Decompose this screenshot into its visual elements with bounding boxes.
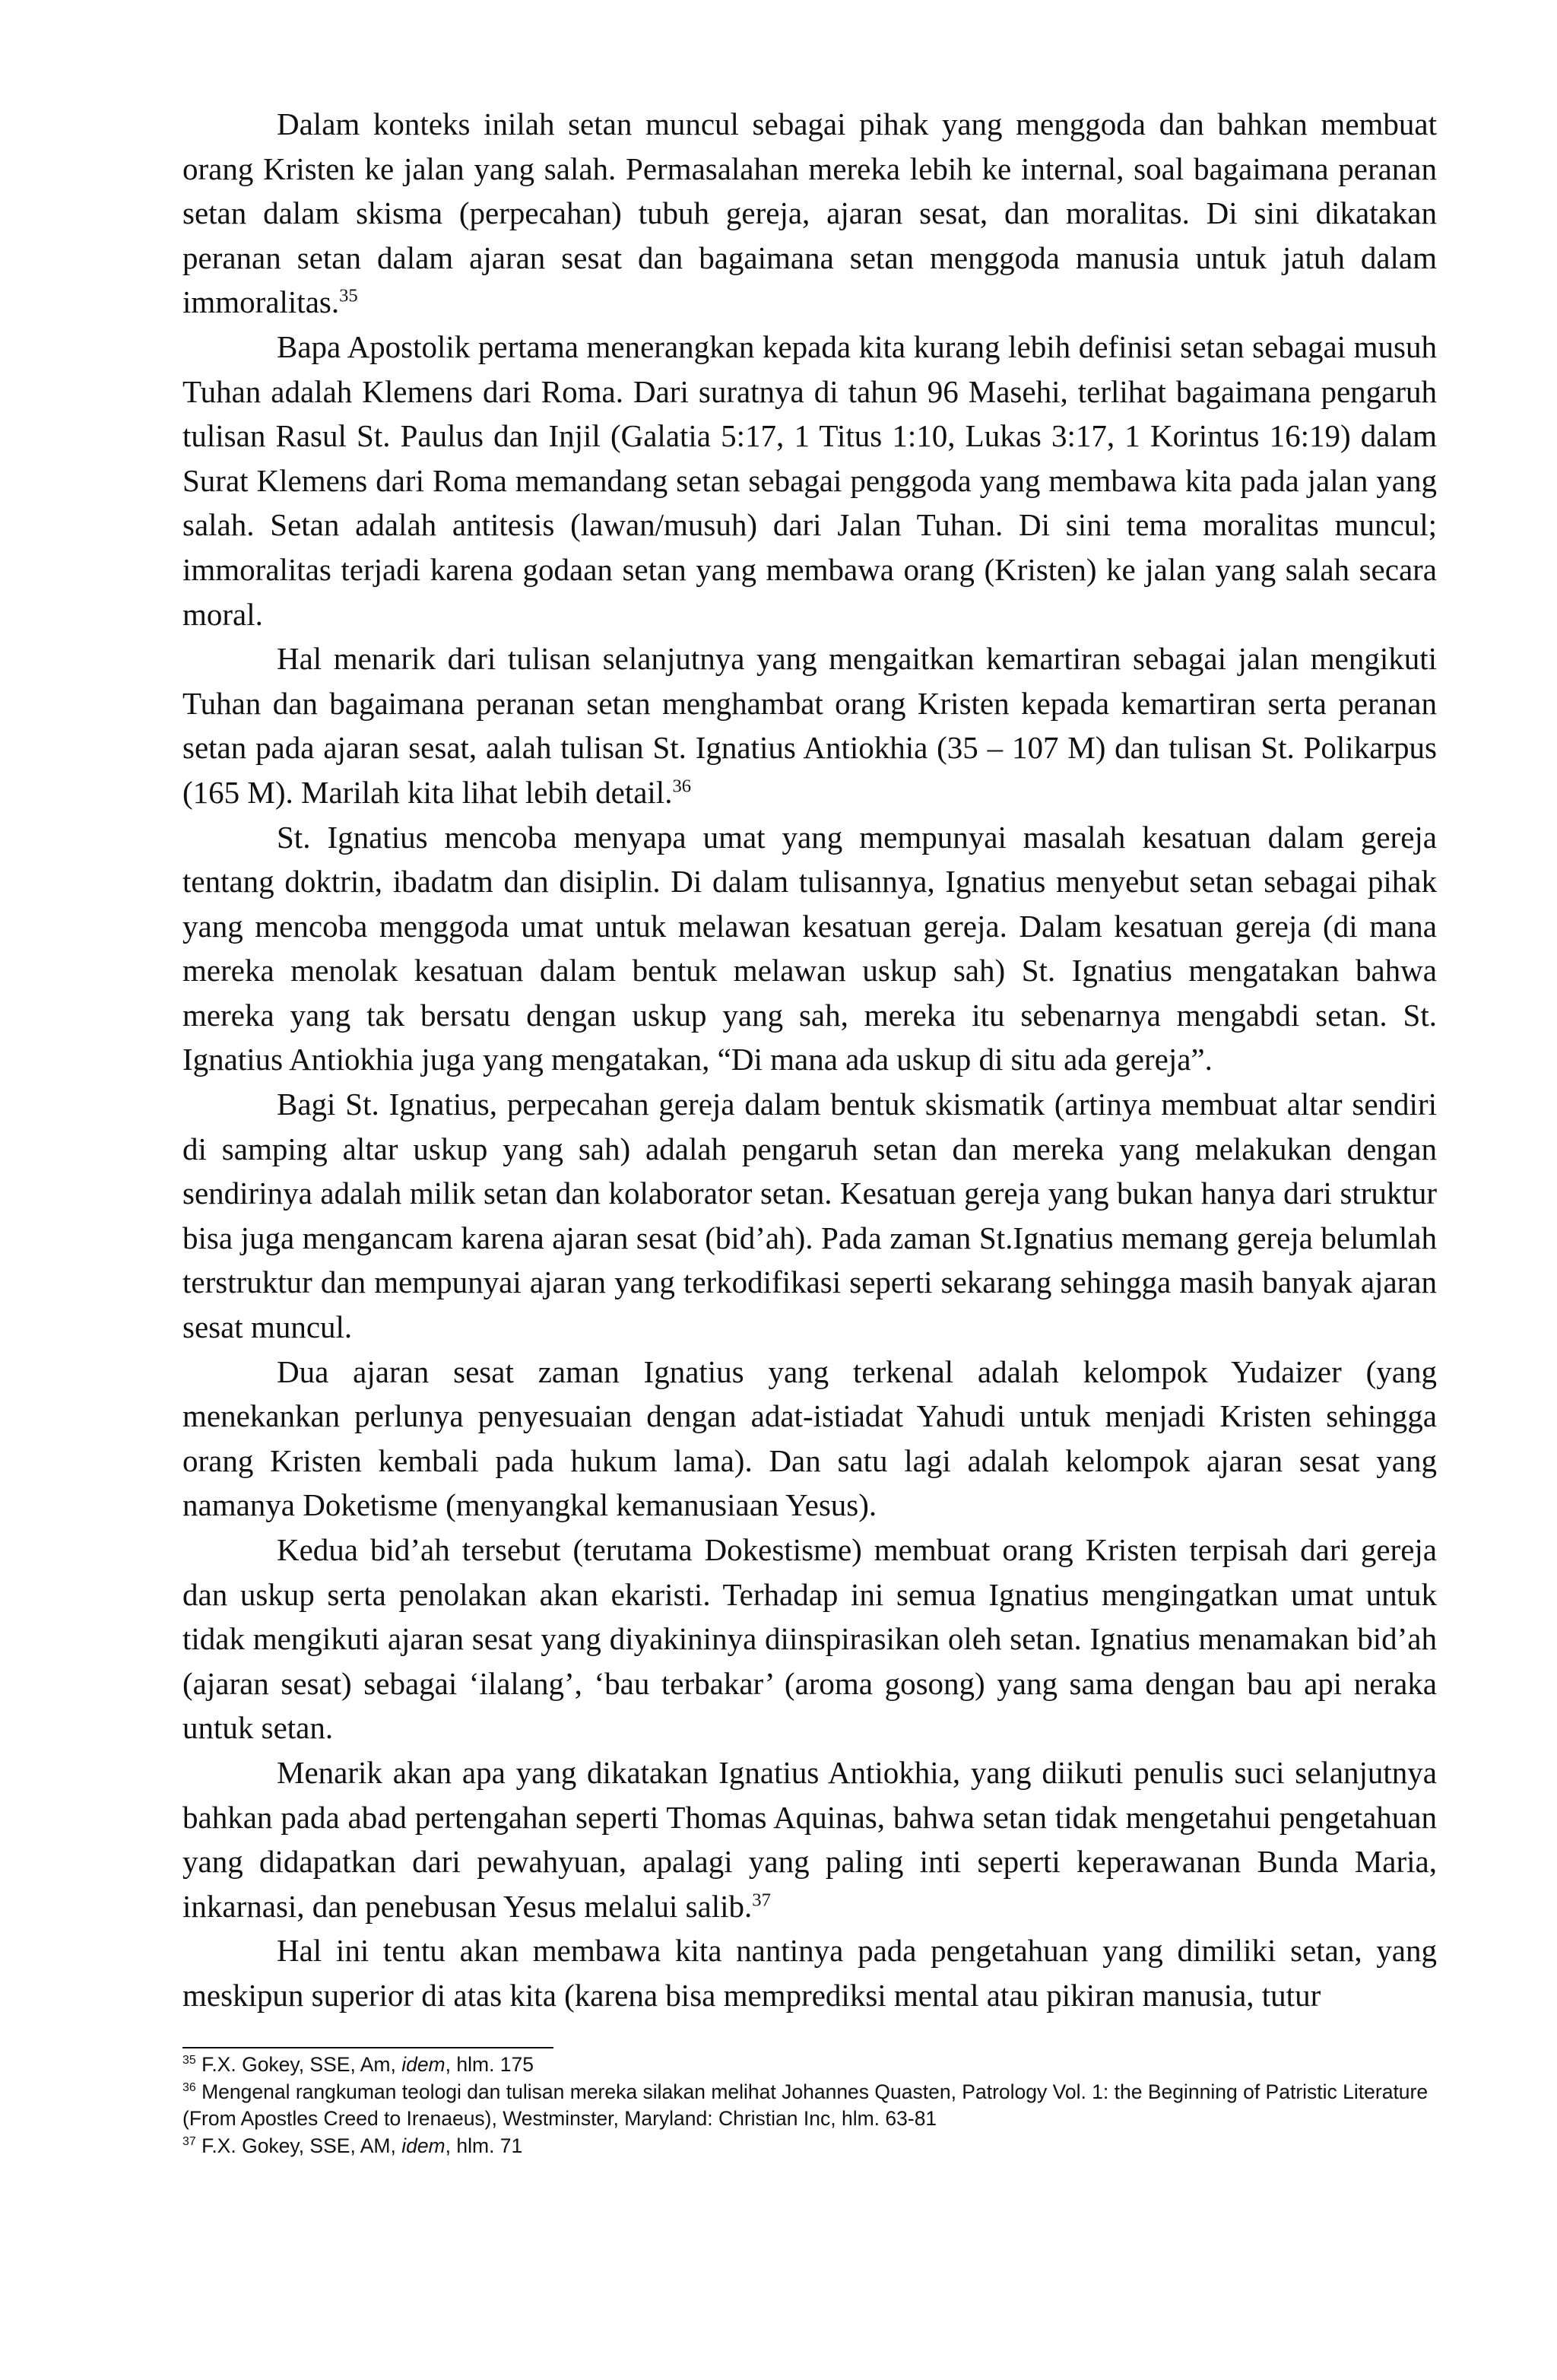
paragraph-1 — [182, 102, 1437, 325]
paragraph-4 — [182, 815, 1437, 1083]
paragraph-text: St. Ignatius mencoba menyapa umat yang mempunyai masalah kesatuan dalam gereja tentang doktrin, ibadatm dan disiplin. Di dalam tulisannya, Ignatius menyebut setan sebagai pihak yang mencoba menggoda umat untuk melawan kesatuan gereja. Dalam kesatuan gereja (di mana mereka menolak kesatuan dalam bentuk melawan uskup sah) St. Ignatius mengatakan bahwa mereka yang tak bersatu dengan uskup yang sah, mereka itu sebenarnya mengabdi setan. St. Ignatius Antiokhia juga yang mengatakan, “Di mana ada uskup di situ ada gereja”. — [182, 819, 1437, 1077]
paragraph-text: Kedua bid’ah tersebut (terutama Dokestisme) membuat orang Kristen terpisah dari gereja dan uskup serta penolakan akan ekaristi. Terhadap ini semua Ignatius mengingatkan umat untuk tidak mengikuti ajaran sesat yang diyakininya diinspirasikan oleh setan. Ignatius menamakan bid’ah (ajaran sesat) sebagai ‘ilalang’, ‘bau terbakar’ (aroma gosong) yang sama dengan bau api neraka untuk setan. — [182, 1532, 1437, 1746]
paragraph-text: Hal ini tentu akan membawa kita nantinya pada pengetahuan yang dimiliki setan, yang meskipun superior di atas kita (karena bisa memprediksi mental atau pikiran manusia, tutur — [182, 1933, 1437, 2013]
footnote-35 — [182, 2052, 1444, 2079]
paragraph-text: Dalam konteks inilah setan muncul sebagai pihak yang menggoda dan bahkan membuat orang Kristen ke jalan yang salah. Permasalahan mereka lebih ke internal, soal bagaimana peranan setan dalam skisma (perpecahan) tubuh gereja, ajaran sesat, dan moralitas. Di sini dikatakan peranan setan dalam ajaran sesat dan bagaimana setan menggoda manusia untuk jatuh dalam immoralitas. — [182, 106, 1437, 320]
footnote-text-end: , hlm. 71 — [445, 2134, 523, 2157]
paragraph-5 — [182, 1082, 1437, 1350]
paragraph-9 — [182, 1928, 1437, 2017]
footnote-ref-35: 35 — [339, 285, 358, 306]
paragraph-7 — [182, 1528, 1437, 1750]
body-text — [182, 102, 1437, 2018]
footnote-number: 35 — [182, 2054, 196, 2067]
footnote-37 — [182, 2133, 1444, 2160]
paragraph-6 — [182, 1350, 1437, 1528]
footnote-italic: idem — [401, 2134, 446, 2157]
footnote-36 — [182, 2079, 1444, 2133]
paragraph-3 — [182, 636, 1437, 814]
paragraph-2 — [182, 325, 1437, 636]
footnote-separator — [182, 2047, 553, 2048]
paragraph-text: Bagi St. Ignatius, perpecahan gereja dalam bentuk skismatik (artinya membuat altar sendiri di samping altar uskup yang sah) adalah pengaruh setan dan mereka yang melakukan dengan sendirinya adalah milik setan dan kolaborator setan. Kesatuan gereja yang bukan hanya dari struktur bisa juga mengancam karena ajaran sesat (bid’ah). Pada zaman St.Ignatius memang gereja belumlah terstruktur dan mempunyai ajaran yang terkodifikasi seperti sekarang sehingga masih banyak ajaran sesat muncul. — [182, 1087, 1437, 1345]
footnote-text-end: , hlm. 175 — [445, 2053, 534, 2076]
footnote-ref-36: 36 — [672, 776, 692, 797]
paragraph-text: Bapa Apostolik pertama menerangkan kepada kita kurang lebih definisi setan sebagai musuh Tuhan adalah Klemens dari Roma. Dari suratnya di tahun 96 Masehi, terlihat bagaimana pengaruh tulisan Rasul St. Paulus dan Injil (Galatia 5:17, 1 Titus 1:10, Lukas 3:17, 1 Korintus 16:19) dalam Surat Klemens dari Roma memandang setan sebagai penggoda yang membawa kita pada jalan yang salah. Setan adalah antitesis (lawan/musuh) dari Jalan Tuhan. Di sini tema moralitas muncul; immoralitas terjadi karena godaan setan yang membawa orang (Kristen) ke jalan yang salah secara moral. — [182, 328, 1437, 632]
paragraph-8 — [182, 1750, 1437, 1928]
footnote-italic: idem — [401, 2053, 446, 2076]
footnote-text: F.X. Gokey, SSE, AM, — [201, 2134, 402, 2157]
footnote-ref-37: 37 — [752, 1890, 771, 1911]
paragraph-text: Menarik akan apa yang dikatakan Ignatius Antiokhia, yang diikuti penulis suci selanjutnya bahkan pada abad pertengahan seperti Thomas Aquinas, bahwa setan tidak mengetahui pengetahuan yang didapatkan dari pewahyuan, apalagi yang paling inti seperti keperawanan Bunda Maria, inkarnasi, dan penebusan Yesus melalui salib. — [182, 1754, 1437, 1924]
paragraph-text: Dua ajaran sesat zaman Ignatius yang terkenal adalah kelompok Yudaizer (yang menekankan perlunya penyesuaian dengan adat-istiadat Yahudi untuk menjadi Kristen sehingga orang Kristen kembali pada hukum lama). Dan satu lagi adalah kelompok ajaran sesat yang namanya Doketisme (menyangkal kemanusiaan Yesus). — [182, 1353, 1437, 1523]
footnote-text: Mengenal rangkuman teologi dan tulisan mereka silakan melihat Johannes Quasten, Patrology Vol. 1: the Beginning of Patristic Literature (From Apostles Creed to Irenaeus), Westminster, Maryland: Christian Inc, hlm. 63-81 — [182, 2080, 1429, 2130]
footnote-number: 36 — [182, 2080, 196, 2094]
footnote-text: F.X. Gokey, SSE, Am, — [201, 2053, 402, 2076]
paragraph-text: Hal menarik dari tulisan selanjutnya yang mengaitkan kemartiran sebagai jalan mengikuti Tuhan dan bagaimana peranan setan menghambat orang Kristen kepada kemartiran serta peranan setan pada ajaran sesat, aalah tulisan St. Ignatius Antiokhia (35 – 107 M) dan tulisan St. Polikarpus (165 M). Marilah kita lihat lebih detail. — [182, 641, 1437, 810]
footnotes — [182, 2052, 1444, 2159]
footnote-number: 37 — [182, 2134, 196, 2148]
